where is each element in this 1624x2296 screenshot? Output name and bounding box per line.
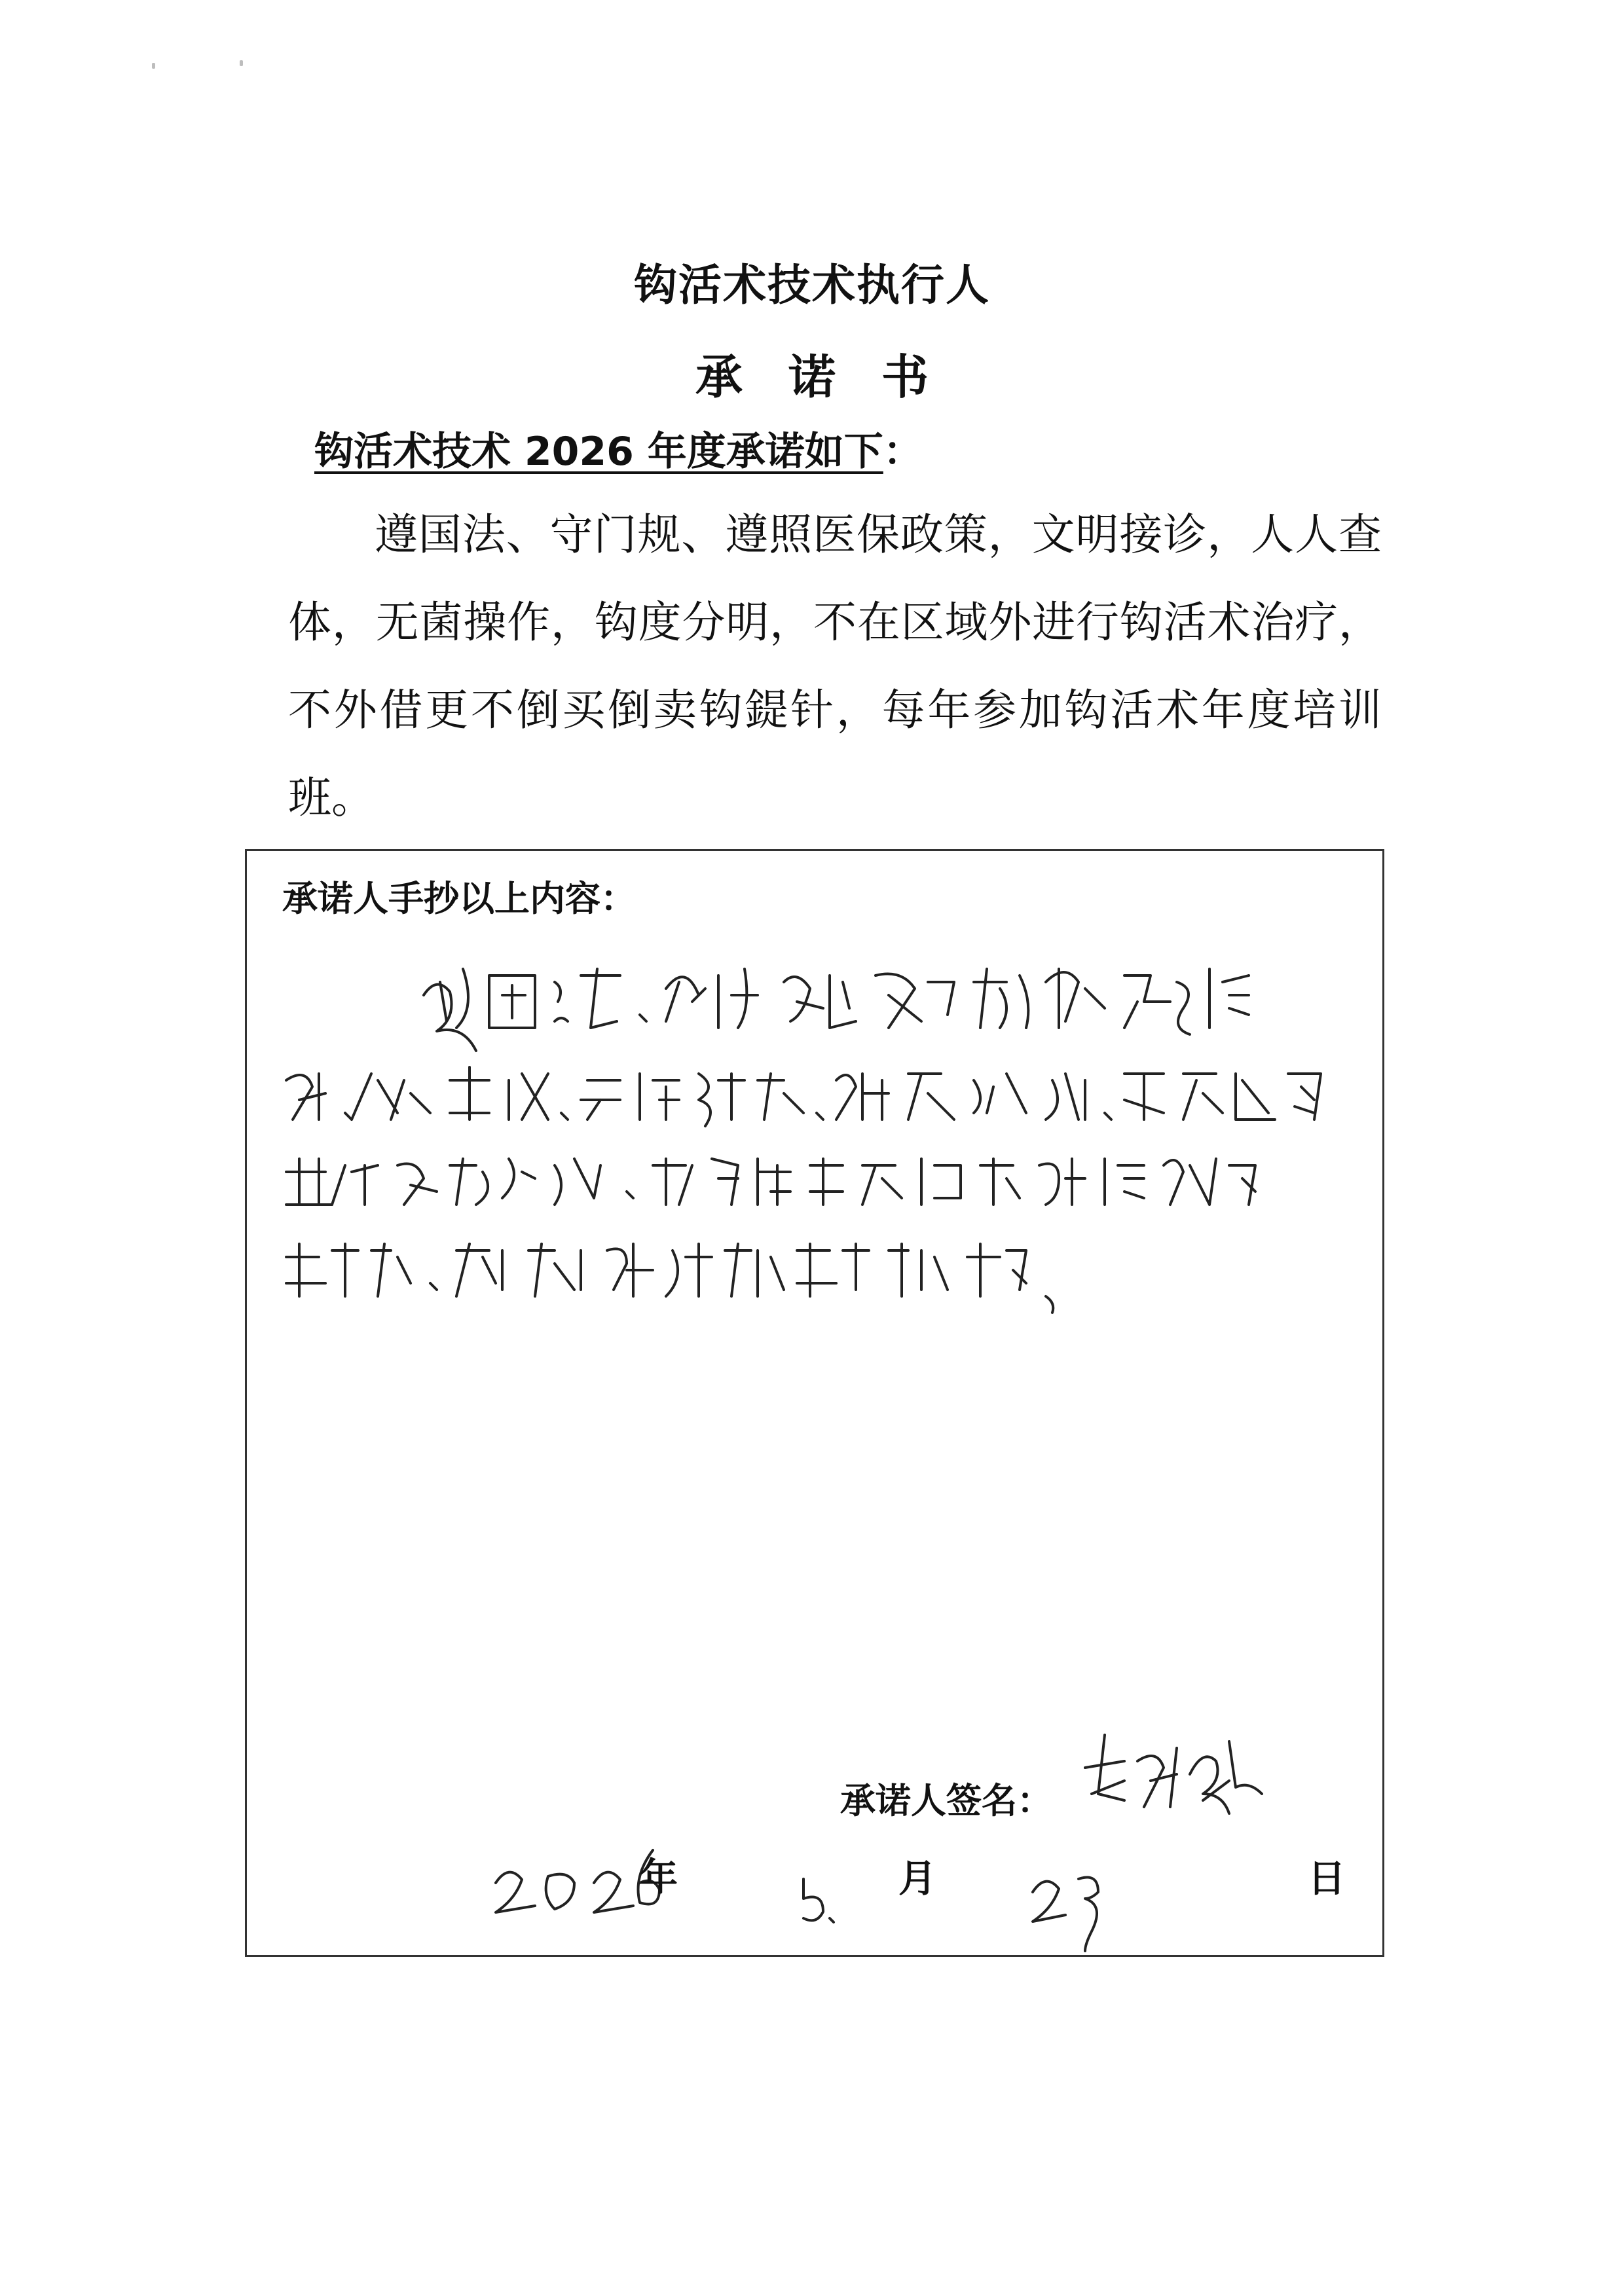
date-month-unit: 月 [898,1856,937,1901]
date-day-unit: 日 [1308,1856,1346,1901]
document-subtitle: 承诺书 [695,350,974,405]
scan-speck [152,63,155,69]
handwritten-signature [1072,1722,1268,1827]
pledge-header-text: 钩活术技术 2026 年度承诺如下 [314,429,883,475]
copy-box-label: 承诺人手抄以上内容： [282,878,636,919]
pledge-body: 遵国法、守门规、遵照医保政策，文明接诊，人人查体，无菌操作，钩度分明，不在区域外进行钩活术治疗，不外借更不倒买倒卖钩鍉针，每年参加钩活术年度培训班。 [288,509,1382,823]
date-year-unit: 年 [640,1855,678,1899]
pledge-header-colon: ： [883,429,923,475]
signature-label: 承诺人签名： [840,1780,1052,1821]
handwritten-copy-box [245,849,1384,1957]
date-day-handwriting [1020,1853,1137,1958]
scan-speck [240,60,243,66]
document-title: 钩活术技术执行人 [634,260,990,310]
date-month-handwriting [790,1853,843,1931]
pledge-header [314,420,923,477]
handwritten-copy-text [273,943,1360,1336]
